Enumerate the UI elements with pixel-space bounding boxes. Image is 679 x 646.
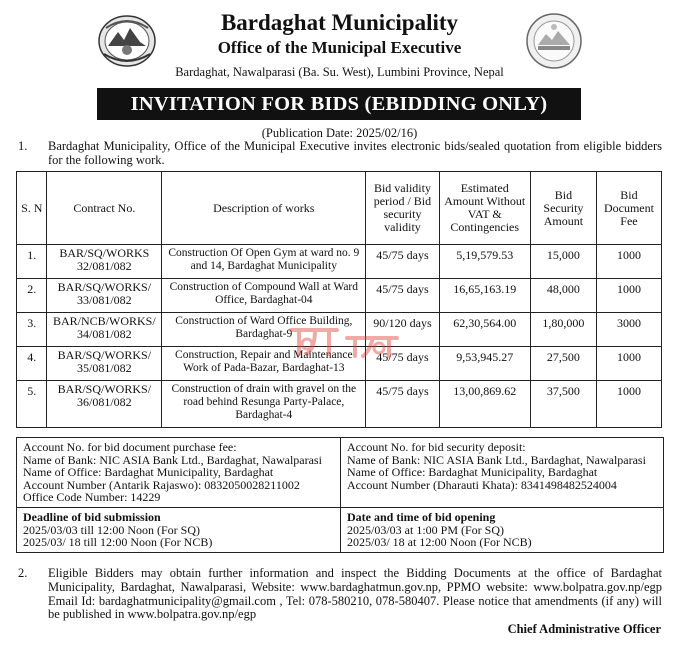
cell-security: 48,000 <box>530 279 596 313</box>
cell-security: 15,000 <box>530 245 596 279</box>
cell-validity: 45/75 days <box>366 381 439 428</box>
paragraph-number: 1. <box>18 139 28 153</box>
cell-fee: 1000 <box>596 347 661 381</box>
purchase-fee-account <box>17 438 340 507</box>
paragraph-text: Bardaghat Municipality, Office of the Municipal Executive invites electronic bids/sealed quotation from eligible bidders for the following work. <box>48 139 662 167</box>
header-description: Description of works <box>162 172 366 245</box>
paragraph-number: 2. <box>18 566 28 580</box>
deadline-ncb: 2025/03/ 18 till 12:00 Noon (For NCB) <box>23 535 213 550</box>
cell-contract: BAR/NCB/WORKS/ 34/081/082 <box>47 313 162 347</box>
cell-validity: 45/75 days <box>366 279 439 313</box>
account-row <box>17 438 663 507</box>
dates-row <box>17 507 663 552</box>
deposit-account-title: Account No. for bid security deposit: <box>347 440 526 454</box>
table-row <box>17 381 662 428</box>
cell-sn: 1. <box>17 245 47 279</box>
table-row <box>17 245 662 279</box>
info-paragraph <box>18 567 662 622</box>
cell-description: Construction of Compound Wall at Ward Office, Bardaghat-04 <box>162 279 366 313</box>
purchase-office-name: Name of Office: Bardaghat Municipality, Bardaghat <box>23 465 274 480</box>
office-name: Office of the Municipal Executive <box>217 38 462 57</box>
cell-fee: 1000 <box>596 245 661 279</box>
cell-contract: BAR/SQ/WORKS 32/081/082 <box>47 245 162 279</box>
cell-description: Construction of drain with gravel on the road behind Resunga Party-Palace, Bardaghat-4 <box>162 381 366 428</box>
cell-sn: 2. <box>17 279 47 313</box>
cell-fee: 3000 <box>596 313 661 347</box>
header-sn: S. N <box>17 172 47 245</box>
cell-validity: 45/75 days <box>366 245 439 279</box>
cell-fee: 1000 <box>596 279 661 313</box>
cell-amount: 13,00,869.62 <box>439 381 530 428</box>
cell-security: 1,80,000 <box>530 313 596 347</box>
cell-validity: 45/75 days <box>366 347 439 381</box>
opening-ncb: 2025/03/ 18 at 12:00 Noon (For NCB) <box>347 535 532 550</box>
header-security: Bid Security Amount <box>530 172 596 245</box>
intro-paragraph <box>18 140 662 167</box>
cell-amount: 5,19,579.53 <box>439 245 530 279</box>
cell-security: 27,500 <box>530 347 596 381</box>
security-deposit-account <box>340 438 663 507</box>
cell-description: Construction of Ward Office Building, Bardaghat-9 <box>162 313 366 347</box>
header-amount: Estimated Amount Without VAT & Contingencies <box>439 172 530 245</box>
cell-contract: BAR/SQ/WORKS/ 33/081/082 <box>47 279 162 313</box>
opening-sq: 2025/03/03 at 1:00 PM (For SQ) <box>347 522 505 537</box>
cell-sn: 4. <box>17 347 47 381</box>
bid-opening <box>340 508 663 552</box>
cell-contract: BAR/SQ/WORKS/ 35/081/082 <box>47 347 162 381</box>
office-address: Bardaghat, Nawalparasi (Ba. Su. West), Lumbini Province, Nepal <box>175 65 504 79</box>
cell-security: 37,500 <box>530 381 596 428</box>
deadline-title: Deadline of bid submission <box>23 509 161 524</box>
cell-validity: 90/120 days <box>366 313 439 347</box>
office-code-number: Office Code Number: 14229 <box>23 490 161 505</box>
account-details-box <box>16 437 664 553</box>
cell-contract: BAR/SQ/WORKS/ 36/081/082 <box>47 381 162 428</box>
municipality-name: Bardaghat Municipality <box>220 10 459 35</box>
cell-amount: 9,53,945.27 <box>439 347 530 381</box>
cell-amount: 16,65,163.19 <box>439 279 530 313</box>
publication-date: (Publication Date: 2025/02/16) <box>261 126 418 140</box>
submission-deadline <box>17 508 340 552</box>
deposit-office-name: Name of Office: Bardaghat Municipality, Bardaghat <box>347 465 598 480</box>
purchase-account-title: Account No. for bid document purchase fee: <box>23 440 237 454</box>
signatory-title: Chief Administrative Officer <box>507 622 661 636</box>
header-validity: Bid validity period / Bid security validity <box>366 172 439 245</box>
paragraph-text: Eligible Bidders may obtain further information and inspect the Bidding Documents at the office of Bardaghat Municipality, Bardaghat, Nawalparasi, Website: www.bardaghatmun.gov.np, PPMO website: www.bolpatra.gov.np/egp Email Id: bardaghatmunicipality@gmail.com , Tel: 078-580210, 078-580407. Please notice that amendments (if any) will be published in www.bolpatra.gov.np/egp <box>48 566 662 622</box>
header-fee: Bid Document Fee <box>596 172 661 245</box>
cell-description: Construction, Repair and Maintenance Work of Pada-Bazar, Bardaghat-13 <box>162 347 366 381</box>
notice-banner: INVITATION FOR BIDS (EBIDDING ONLY) <box>97 88 581 120</box>
cell-fee: 1000 <box>596 381 661 428</box>
newspaper-watermark-icon <box>285 318 405 364</box>
opening-title: Date and time of bid opening <box>347 509 496 524</box>
deposit-account-number: Account Number (Dharauti Khata): 8341498482524004 <box>347 477 617 492</box>
deposit-bank-name: Name of Bank: NIC ASIA Bank Ltd., Bardaghat, Nawalparasi <box>347 452 646 467</box>
bids-table <box>16 171 662 428</box>
purchase-bank-name: Name of Bank: NIC ASIA Bank Ltd., Bardaghat, Nawalparasi <box>23 452 322 467</box>
cell-description: Construction Of Open Gym at ward no. 9 and 14, Bardaghat Municipality <box>162 245 366 279</box>
cell-amount: 62,30,564.00 <box>439 313 530 347</box>
header-contract: Contract No. <box>47 172 162 245</box>
cell-sn: 5. <box>17 381 47 428</box>
deadline-sq: 2025/03/03 till 12:00 Noon (For SQ) <box>23 522 201 537</box>
table-row <box>17 279 662 313</box>
purchase-account-number: Account Number (Antarik Rajaswo): 0832050028211002 <box>23 477 300 492</box>
cell-sn: 3. <box>17 313 47 347</box>
